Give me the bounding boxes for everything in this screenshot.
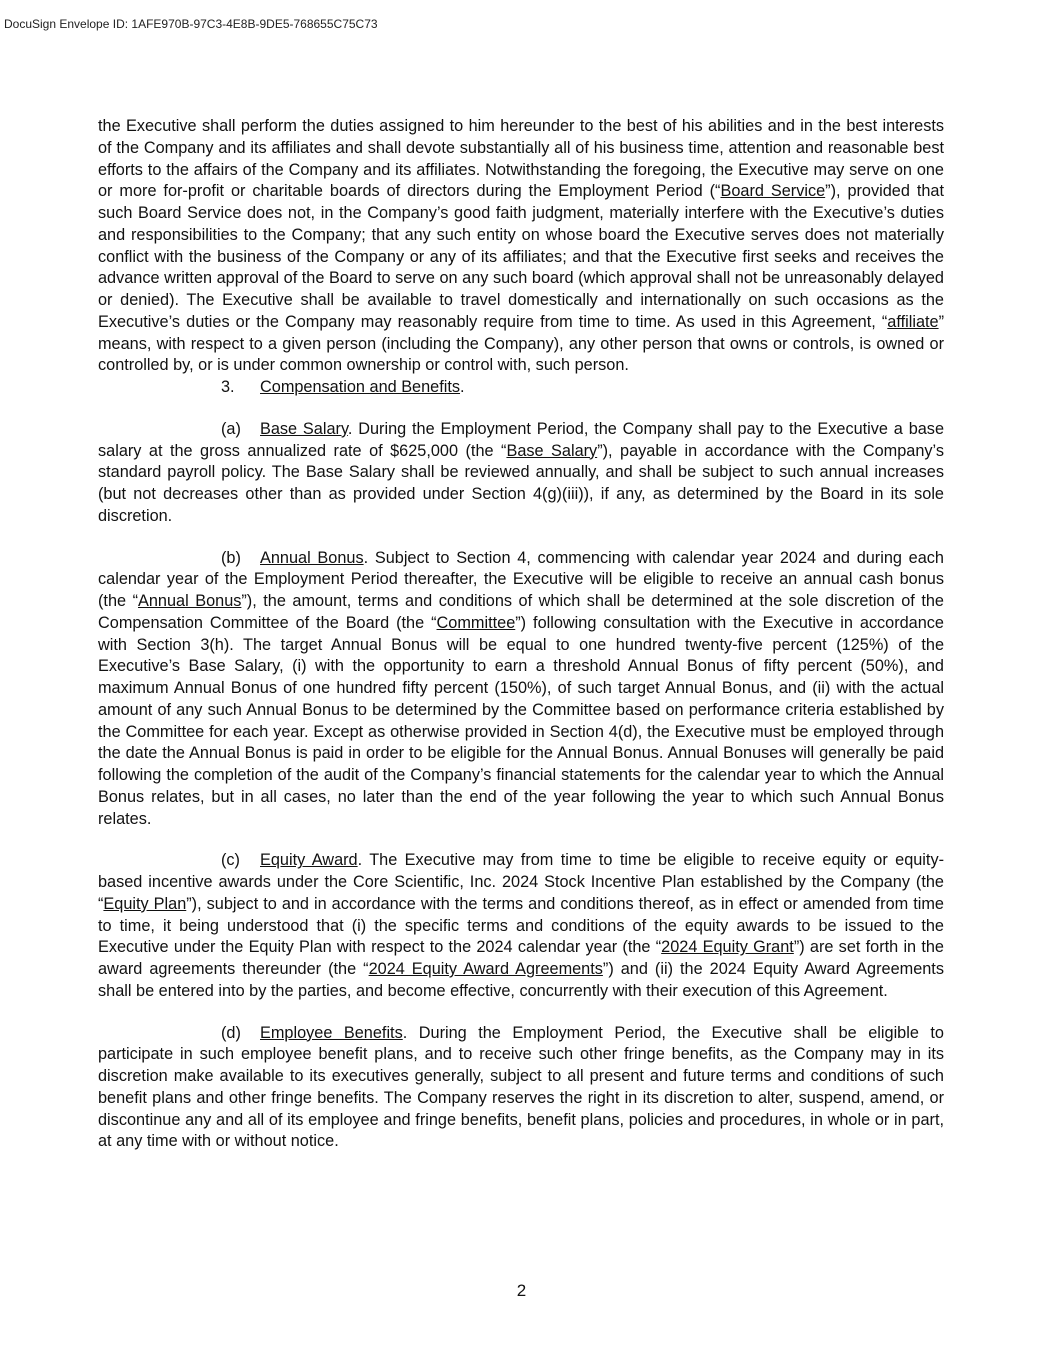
defined-term-2024-equity-grant: 2024 Equity Grant [661,938,794,957]
defined-term-2024-equity-award-agreements: 2024 Equity Award Agreements [368,960,603,978]
subsection-title: Base Salary [260,419,348,438]
subsection-label: (b) [221,548,241,567]
defined-term-equity-plan: Equity Plan [103,894,187,913]
subsection-text: ”), payable in accordance with the Company’s standard payroll policy. The Base Salary shall be reviewed annually, and shall be subject to such annual increases (but not decreases other than as provided under Section 4(g)(iii)), if any, as determined by the Board in its sole discretion. [98,441,944,525]
subsection-b-annual-bonus [98,548,944,831]
section-3-heading [98,377,944,399]
subsection-label: (a) [221,419,241,438]
defined-term-annual-bonus: Annual Bonus [138,592,242,610]
section-title: Compensation and Benefits [260,378,461,396]
subsection-c-equity-award [98,850,944,1002]
intro-paragraph [98,116,944,377]
subsection-title: Annual Bonus [260,548,364,567]
defined-term-board-service: Board Service [720,182,826,201]
subsection-a-base-salary [98,419,944,528]
subsection-text: . Subject to Section 4, commencing with calendar year 2024 and during each calendar year of the Employment Period thereafter, the Executive will be eligible to receive an annual cash bonus (the “ [98,548,944,610]
subsection-text: ”) and (ii) the 2024 Equity Award Agreements shall be entered into by the parties, and become effective, concurrently with their execution of this Agreement. [98,960,944,1000]
section-number: 3. [221,378,235,396]
docusign-envelope-id: DocuSign Envelope ID: 1AFE970B-97C3-4E8B-9DE5-768655C75C73 [4,17,378,31]
subsection-d-employee-benefits [98,1023,944,1154]
subsection-title: Employee Benefits [260,1023,403,1042]
subsection-text: ”), subject to and in accordance with the terms and conditions thereof, as in effect or amended from time to time, it being understood that (i) the specific terms and conditions of the equity awards to be issued to the Executive under the Equity Plan with respect to the 2024 calendar year (the “ [98,894,944,957]
page-number: 2 [516,1281,527,1300]
subsection-title: Equity Award [260,851,358,870]
subsection-text: ”) are set forth in the award agreements thereunder (the “ [98,938,944,978]
subsection-label: (d) [221,1023,241,1042]
subsection-text: . During the Employment Period, the Company shall pay to the Executive a base salary at the gross annualized rate of $625,000 (the “ [98,419,944,460]
defined-term-base-salary: Base Salary [506,441,598,460]
subsection-text: . The Executive may from time to time be eligible to receive equity or equity-based incentive awards under the Core Scientific, Inc. 2024 Stock Incentive Plan established by the Company (the “ [98,851,945,913]
document-body [98,116,944,1153]
subsection-label: (c) [221,851,240,870]
section-title-period: . [460,378,465,396]
intro-text-3: ” means, with respect to a given person (including the Company), any other person that owns or controls, is owned or controlled by, or is under common ownership or control with, such person. [98,312,944,375]
defined-term-affiliate: affiliate [887,312,939,331]
defined-term-committee: Committee [436,613,516,632]
subsection-text: ”), the amount, terms and conditions of which shall be determined at the sole discretion of the Compensation Committee of the Board (the “ [98,592,944,632]
intro-text-2: ”), provided that such Board Service does not, in the Company’s good faith judgment, materially interfere with the Executive’s duties and responsibilities to the Company; that any such entity on whose board the Executive serves does not materially conflict with the business of the Company or any of its affiliates; and that the Executive first seeks and receives the advance written approval of the Board to serve on any such board (which approval shall not be unreasonably delayed or denied). The Executive shall be available to travel domestically and internationally on such occasions as the Executive’s duties or the Company may reasonably require from time to time. As used in this Agreement, “ [98,182,944,331]
subsection-text: . During the Employment Period, the Executive shall be eligible to participate in such employee benefit plans, and to receive such other fringe benefits, as the Company may in its discretion make available to its executives generally, subject to all present and future terms and conditions of such benefit plans and other fringe benefits. The Company reserves the right in its discretion to alter, suspend, amend, or discontinue any and all of its employee and fringe benefits, benefit plans, policies and procedures, in whole or in part, at any time with or without notice. [98,1023,944,1151]
intro-text-1: the Executive shall perform the duties assigned to him hereunder to the best of his abilities and in the best interests of the Company and its affiliates and shall devote substantially all of his business time, attention and reasonable best efforts to the affairs of the Company and its affiliates. Notwithstanding the foregoing, the Executive may serve on one or more for-profit or charitable boards of directors during the Employment Period (“ [98,117,944,201]
subsection-text: ”) following consultation with the Executive in accordance with Section 3(h). The target Annual Bonus will be equal to one hundred twenty-five percent (125%) of the Executive’s Base Salary, (i) with the opportunity to earn a threshold Annual Bonus of fifty percent (50%), and maximum Annual Bonus of one hundred fifty percent (150%), of such target Annual Bonus, and (ii) with the actual amount of any such Annual Bonus to be determined by the Committee based on performance criteria established by the Committee for each year. Except as otherwise provided in Section 4(d), the Executive must be employed through the date the Annual Bonus is paid in order to be eligible for the Annual Bonus. Annual Bonuses will generally be paid following the completion of the audit of the Company’s financial statements for the calendar year to which the Annual Bonus relates, but in all cases, no later than the end of the year following the year to which such Annual Bonus relates. [98,613,944,828]
